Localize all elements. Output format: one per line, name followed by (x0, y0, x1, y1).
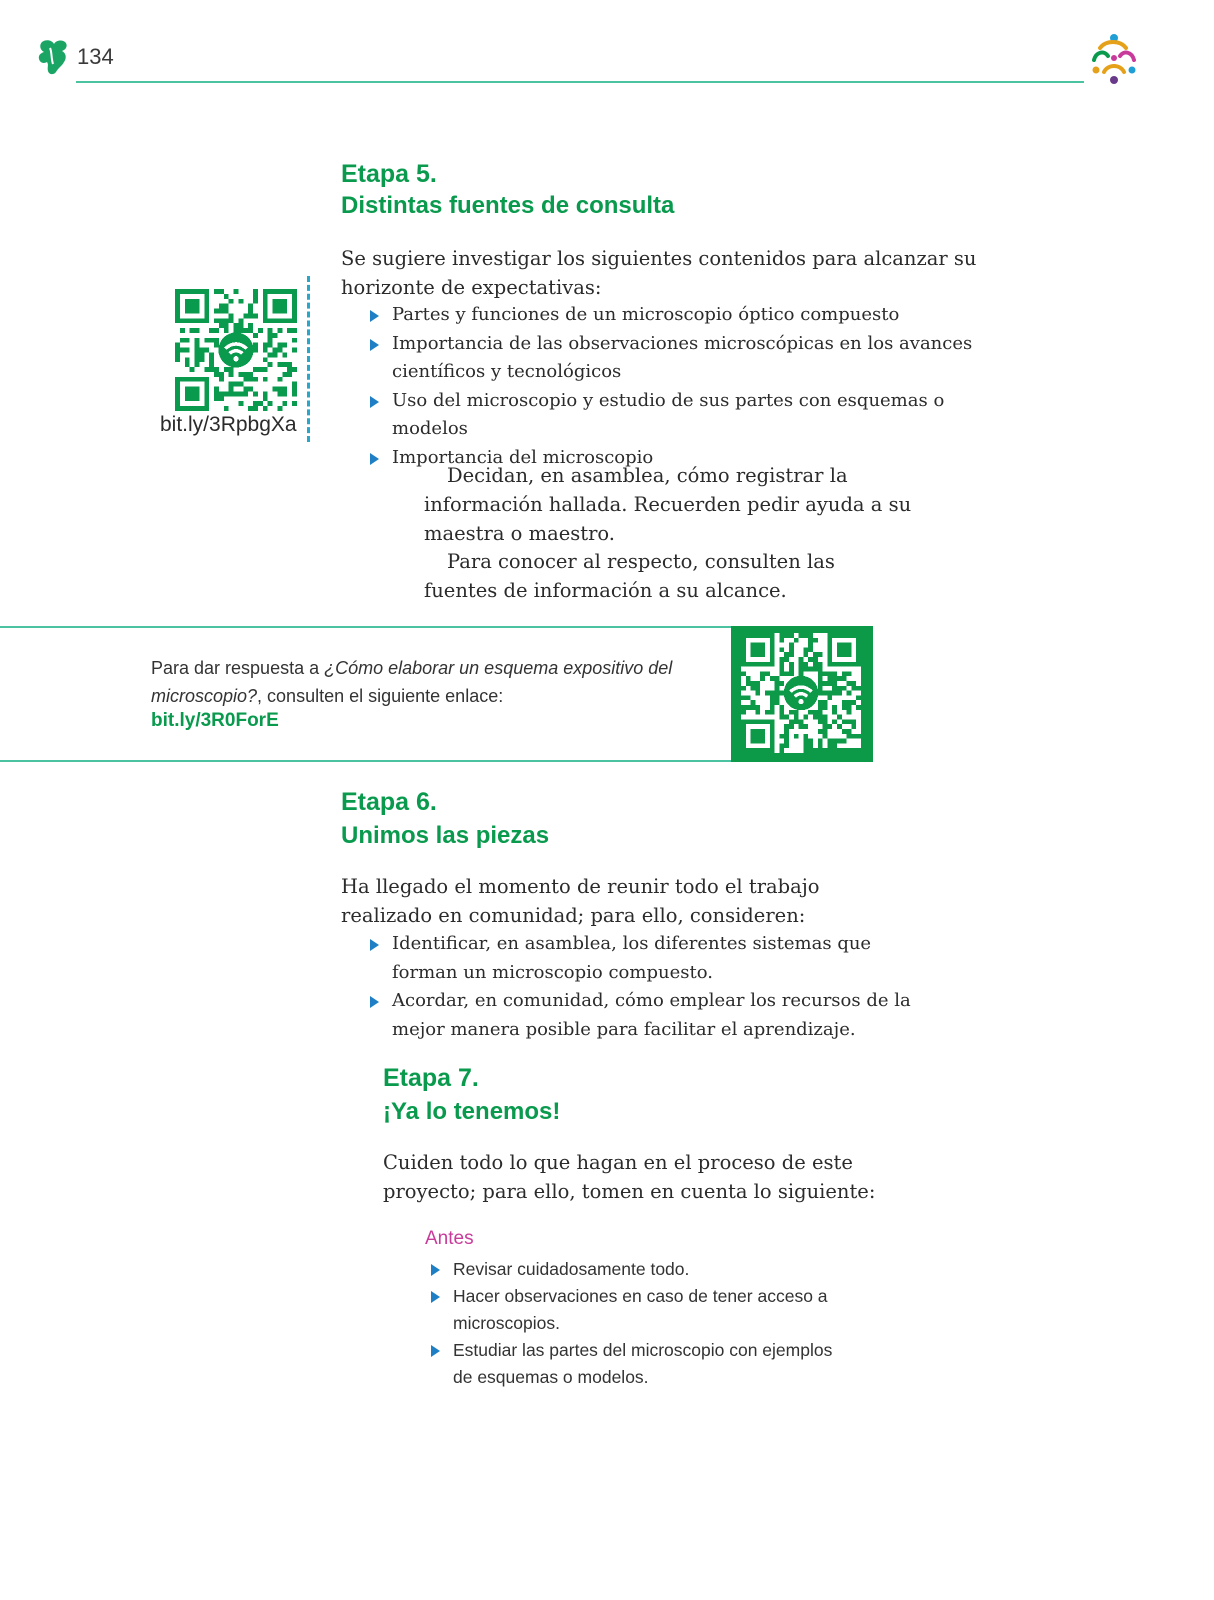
stage6-title: Etapa 6. (341, 788, 437, 816)
list-item-text: Uso del microscopio y estudio de sus partes con esquemas o modelos (392, 389, 945, 439)
list-item-text: Importancia del microscopio (392, 446, 654, 468)
link-box-question: ¿Cómo elaborar un esquema expositivo del microscopio? (151, 658, 673, 706)
stage7-title: Etapa 7. (383, 1064, 479, 1092)
stage7-intro: Cuiden todo lo que hagan en el proceso de este proyecto; para ello, tomen en cuenta lo siguiente: (383, 1151, 876, 1203)
list-item (366, 987, 926, 1044)
list-item-text: Hacer observaciones en caso de tener acceso a microscopios. (453, 1286, 828, 1333)
community-logo-icon (1086, 30, 1142, 86)
list-item-text: Estudiar las partes del microscopio con ejemplos de esquemas o modelos. (453, 1340, 833, 1387)
stage7-subtitle: ¡Ya lo tenemos! (383, 1098, 561, 1125)
bullet-triangle-icon (370, 310, 379, 322)
before-label: Antes (425, 1228, 474, 1249)
stage6-intro: Ha llegado el momento de reunir todo el trabajo realizado en comunidad; para ello, consideren: (341, 875, 820, 927)
dashed-divider (307, 276, 310, 442)
link-box-link[interactable]: bit.ly/3R0ForE (151, 710, 279, 731)
list-item (366, 330, 1006, 387)
bullet-triangle-icon (370, 453, 379, 465)
qr-link-text[interactable]: bit.ly/3RpbgXa (160, 413, 297, 436)
bullet-triangle-icon (431, 1291, 440, 1303)
list-item (427, 1337, 847, 1391)
header-rule (76, 81, 1084, 83)
bullet-triangle-icon (370, 339, 379, 351)
stage7-list (427, 1256, 847, 1391)
link-box-text-before: Para dar respuesta a (151, 658, 325, 678)
list-item-text: Partes y funciones de un microscopio óptico compuesto (392, 304, 900, 325)
list-item-text: Acordar, en comunidad, cómo emplear los recursos de la mejor manera posible para facilitar el aprendizaje. (392, 990, 911, 1040)
bullet-triangle-icon (370, 939, 379, 951)
list-item (366, 930, 926, 987)
stage5-intro: Se sugiere investigar los siguientes contenidos para alcanzar su horizonte de expectativas: (341, 247, 977, 299)
bullet-triangle-icon (370, 996, 379, 1008)
stage6-subtitle: Unimos las piezas (341, 822, 550, 849)
page-number: 134 (77, 44, 114, 69)
list-item-text: Importancia de las observaciones microscópicas en los avances científicos y tecnológicos (392, 332, 973, 382)
stage5-paragraph-2: Para conocer al respecto, consulten las fuentes de información a su alcance. (424, 550, 835, 602)
list-item (366, 387, 1006, 444)
list-item (366, 301, 1006, 330)
stage5-title: Etapa 5. (341, 160, 437, 188)
bullet-triangle-icon (431, 1264, 440, 1276)
stage5-subtitle: Distintas fuentes de consulta (341, 192, 675, 219)
list-item (427, 1283, 847, 1337)
qr-code-icon[interactable] (175, 289, 297, 411)
stage6-list (366, 930, 926, 1044)
list-item (427, 1256, 847, 1283)
qr-code-icon[interactable] (741, 633, 861, 753)
link-box-text (151, 654, 711, 710)
link-box-text-after: , consulten el siguiente enlace: (257, 686, 504, 706)
bullet-triangle-icon (431, 1345, 440, 1357)
stage5-list (366, 301, 1006, 472)
bullet-triangle-icon (370, 396, 379, 408)
stage5-paragraph-1: Decidan, en asamblea, cómo registrar la información hallada. Recuerden pedir ayuda a su maestra o maestro. (424, 464, 912, 545)
list-item-text: Identificar, en asamblea, los diferentes sistemas que forman un microscopio compuesto. (392, 933, 872, 983)
list-item-text: Revisar cuidadosamente todo. (453, 1259, 690, 1279)
brand-mark-icon (36, 38, 70, 76)
